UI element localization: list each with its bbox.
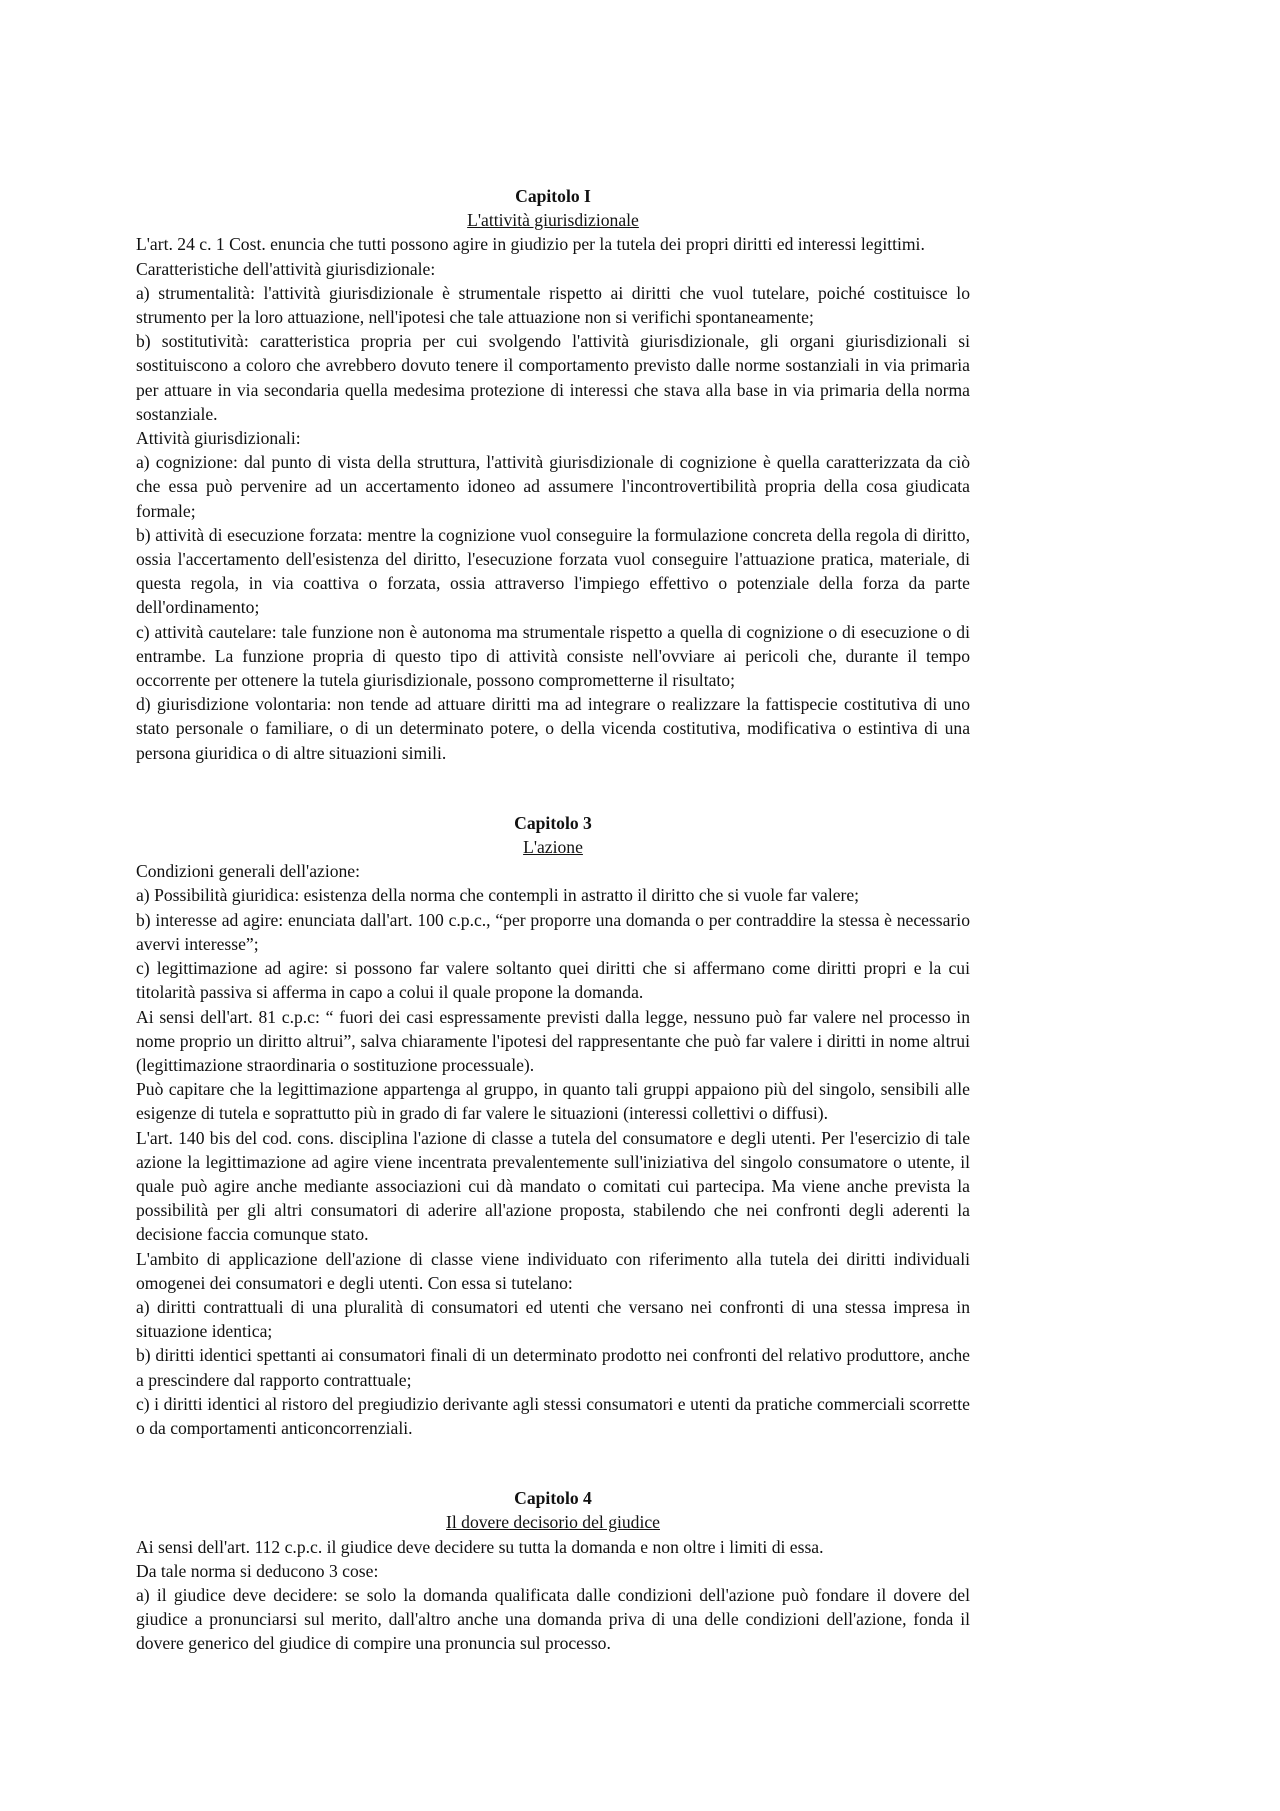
chapter-subtitle: L'azione <box>523 837 583 858</box>
paragraph: L'art. 140 bis del cod. cons. disciplina l'azione di classe a tutela del consumatore e degli utenti. Per l'esercizio di tale azione la legittimazione ad agire viene incentrata prevalentemente sull'iniziativa del singolo consumatore o utente, il quale può agire anche mediante associazioni cui dà mandato o comitati cui partecipa. Ma viene anche prevista la possibilità per gli altri consumatori di aderire all'azione proposta, stabilendo che nei confronti degli aderenti la decisione faccia comunque stato. <box>136 1127 970 1245</box>
list-item: c) attività cautelare: tale funzione non è autonoma ma strumentale rispetto a quella di cognizione o di esecuzione o di entrambe. La funzione propria di questo tipo di attività consiste nell'ovviare ai pericoli che, durante il tempo occorrente per ottenere la tutela giurisdizionale, possono comprometterne il risultato; <box>136 621 970 691</box>
list-item: a) Possibilità giuridica: esistenza della norma che contempli in astratto il diritto che si vuole far valere; <box>136 885 860 906</box>
paragraph: Ai sensi dell'art. 81 c.p.c: “ fuori dei casi espressamente previsti dalla legge, nessuno può far valere nel processo in nome proprio un diritto altrui”, salva chiaramente l'ipotesi del rappresentante che può far valere i diritti in nome altrui (legittimazione straordinaria o sostituzione processuale). <box>136 1006 970 1075</box>
list-item: c) legittimazione ad agire: si possono far valere soltanto quei diritti che si affermano come diritti propri e la cui titolarità passiva si afferma in capo a colui il quale propone la domanda. <box>136 958 970 1003</box>
list-item: a) strumentalità: l'attività giurisdizionale è strumentale rispetto ai diritti che vuol tutelare, poiché costituisce lo strumento per la loro attuazione, nell'ipotesi che tale attuazione non si verifichi spontaneamente; <box>136 282 970 328</box>
document-page <box>136 184 970 1656</box>
paragraph: Da tale norma si deducono 3 cose: <box>136 1560 379 1581</box>
paragraph: Può capitare che la legittimazione appartenga al gruppo, in quanto tali gruppi appaiono più del singolo, sensibili alle esigenze di tutela e soprattutto più in grado di far valere le situazioni (interessi collettivi o diffusi). <box>136 1079 970 1124</box>
list-item: b) attività di esecuzione forzata: mentre la cognizione vuol conseguire la formulazione concreta della regola di diritto, ossia l'accertamento dell'esistenza del diritto, l'esecuzione forzata vuol conseguire l'attuazione pratica, materiale, di questa regola, in via coattiva o forzata, ossia attraverso l'impiego effettivo o potenziale della forza da parte dell'ordinamento; <box>136 524 970 618</box>
chapter-title: Capitolo 4 <box>514 1488 592 1509</box>
chapter-subtitle: L'attività giurisdizionale <box>467 210 639 231</box>
list-item: a) diritti contrattuali di una pluralità di consumatori ed utenti che versano nei confronti di una stessa impresa in situazione identica; <box>136 1296 970 1342</box>
chapter-title: Capitolo I <box>515 186 591 206</box>
chapter-1 <box>136 184 970 765</box>
chapter-3 <box>136 811 970 1440</box>
list-item: a) cognizione: dal punto di vista della struttura, l'attività giurisdizionale di cognizione è quella caratterizzata da ciò che essa può pervenire ad un accertamento idoneo ad assumere l'incontrovertibilità propria della cosa giudicata formale; <box>136 452 970 521</box>
list-item: a) il giudice deve decidere: se solo la domanda qualificata dalle condizioni dell'azione può fondare il dovere del giudice a pronunciarsi sul merito, dall'altro anche una domanda priva di una delle condizioni dell'azione, fonda il dovere generico del giudice di compire una pronuncia sul processo. <box>136 1584 970 1654</box>
paragraph: Attività giurisdizionali: <box>136 428 301 449</box>
list-item: c) i diritti identici al ristoro del pregiudizio derivante agli stessi consumatori e utenti da pratiche commerciali scorrette o da comportamenti anticoncorrenziali. <box>136 1393 970 1438</box>
paragraph: Ai sensi dell'art. 112 c.p.c. il giudice deve decidere su tutta la domanda e non oltre i limiti di essa. <box>136 1536 824 1557</box>
paragraph: L'ambito di applicazione dell'azione di classe viene individuato con riferimento alla tutela dei diritti individuali omogenei dei consumatori e degli utenti. Con essa si tutelano: <box>136 1248 970 1293</box>
chapter-4 <box>136 1486 970 1655</box>
list-item: b) sostitutività: caratteristica propria per cui svolgendo l'attività giurisdizionale, gli organi giurisdizionali si sostituiscono a coloro che avrebbero dovuto tenere il comportamento previsto dalle norme sostanziali in via primaria per attuare in via secondaria quella medesima protezione di interessi che stava alla base in via primaria della norma sostanziale. <box>136 331 970 424</box>
chapter-title: Capitolo 3 <box>514 812 592 833</box>
paragraph: L'art. 24 c. 1 Cost. enuncia che tutti possono agire in giudizio per la tutela dei propri diritti ed interessi legittimi. <box>136 234 925 255</box>
list-item: b) diritti identici spettanti ai consumatori finali di un determinato prodotto nei confronti del relativo produttore, anche a prescindere dal rapporto contrattuale; <box>136 1345 970 1390</box>
paragraph: Caratteristiche dell'attività giurisdizionale: <box>136 258 436 279</box>
list-item: b) interesse ad agire: enunciata dall'art. 100 c.p.c., “per proporre una domanda o per contraddire la stessa è necessario avervi interesse”; <box>136 909 970 954</box>
chapter-subtitle: Il dovere decisorio del giudice <box>446 1512 660 1533</box>
list-item: d) giurisdizione volontaria: non tende ad attuare diritti ma ad integrare o realizzare la fattispecie costitutiva di uno stato personale o familiare, o di un determinato potere, o della vicenda costitutiva, modificativa o estintiva di una persona giuridica o di altre situazioni simili. <box>136 694 970 763</box>
paragraph: Condizioni generali dell'azione: <box>136 861 360 882</box>
